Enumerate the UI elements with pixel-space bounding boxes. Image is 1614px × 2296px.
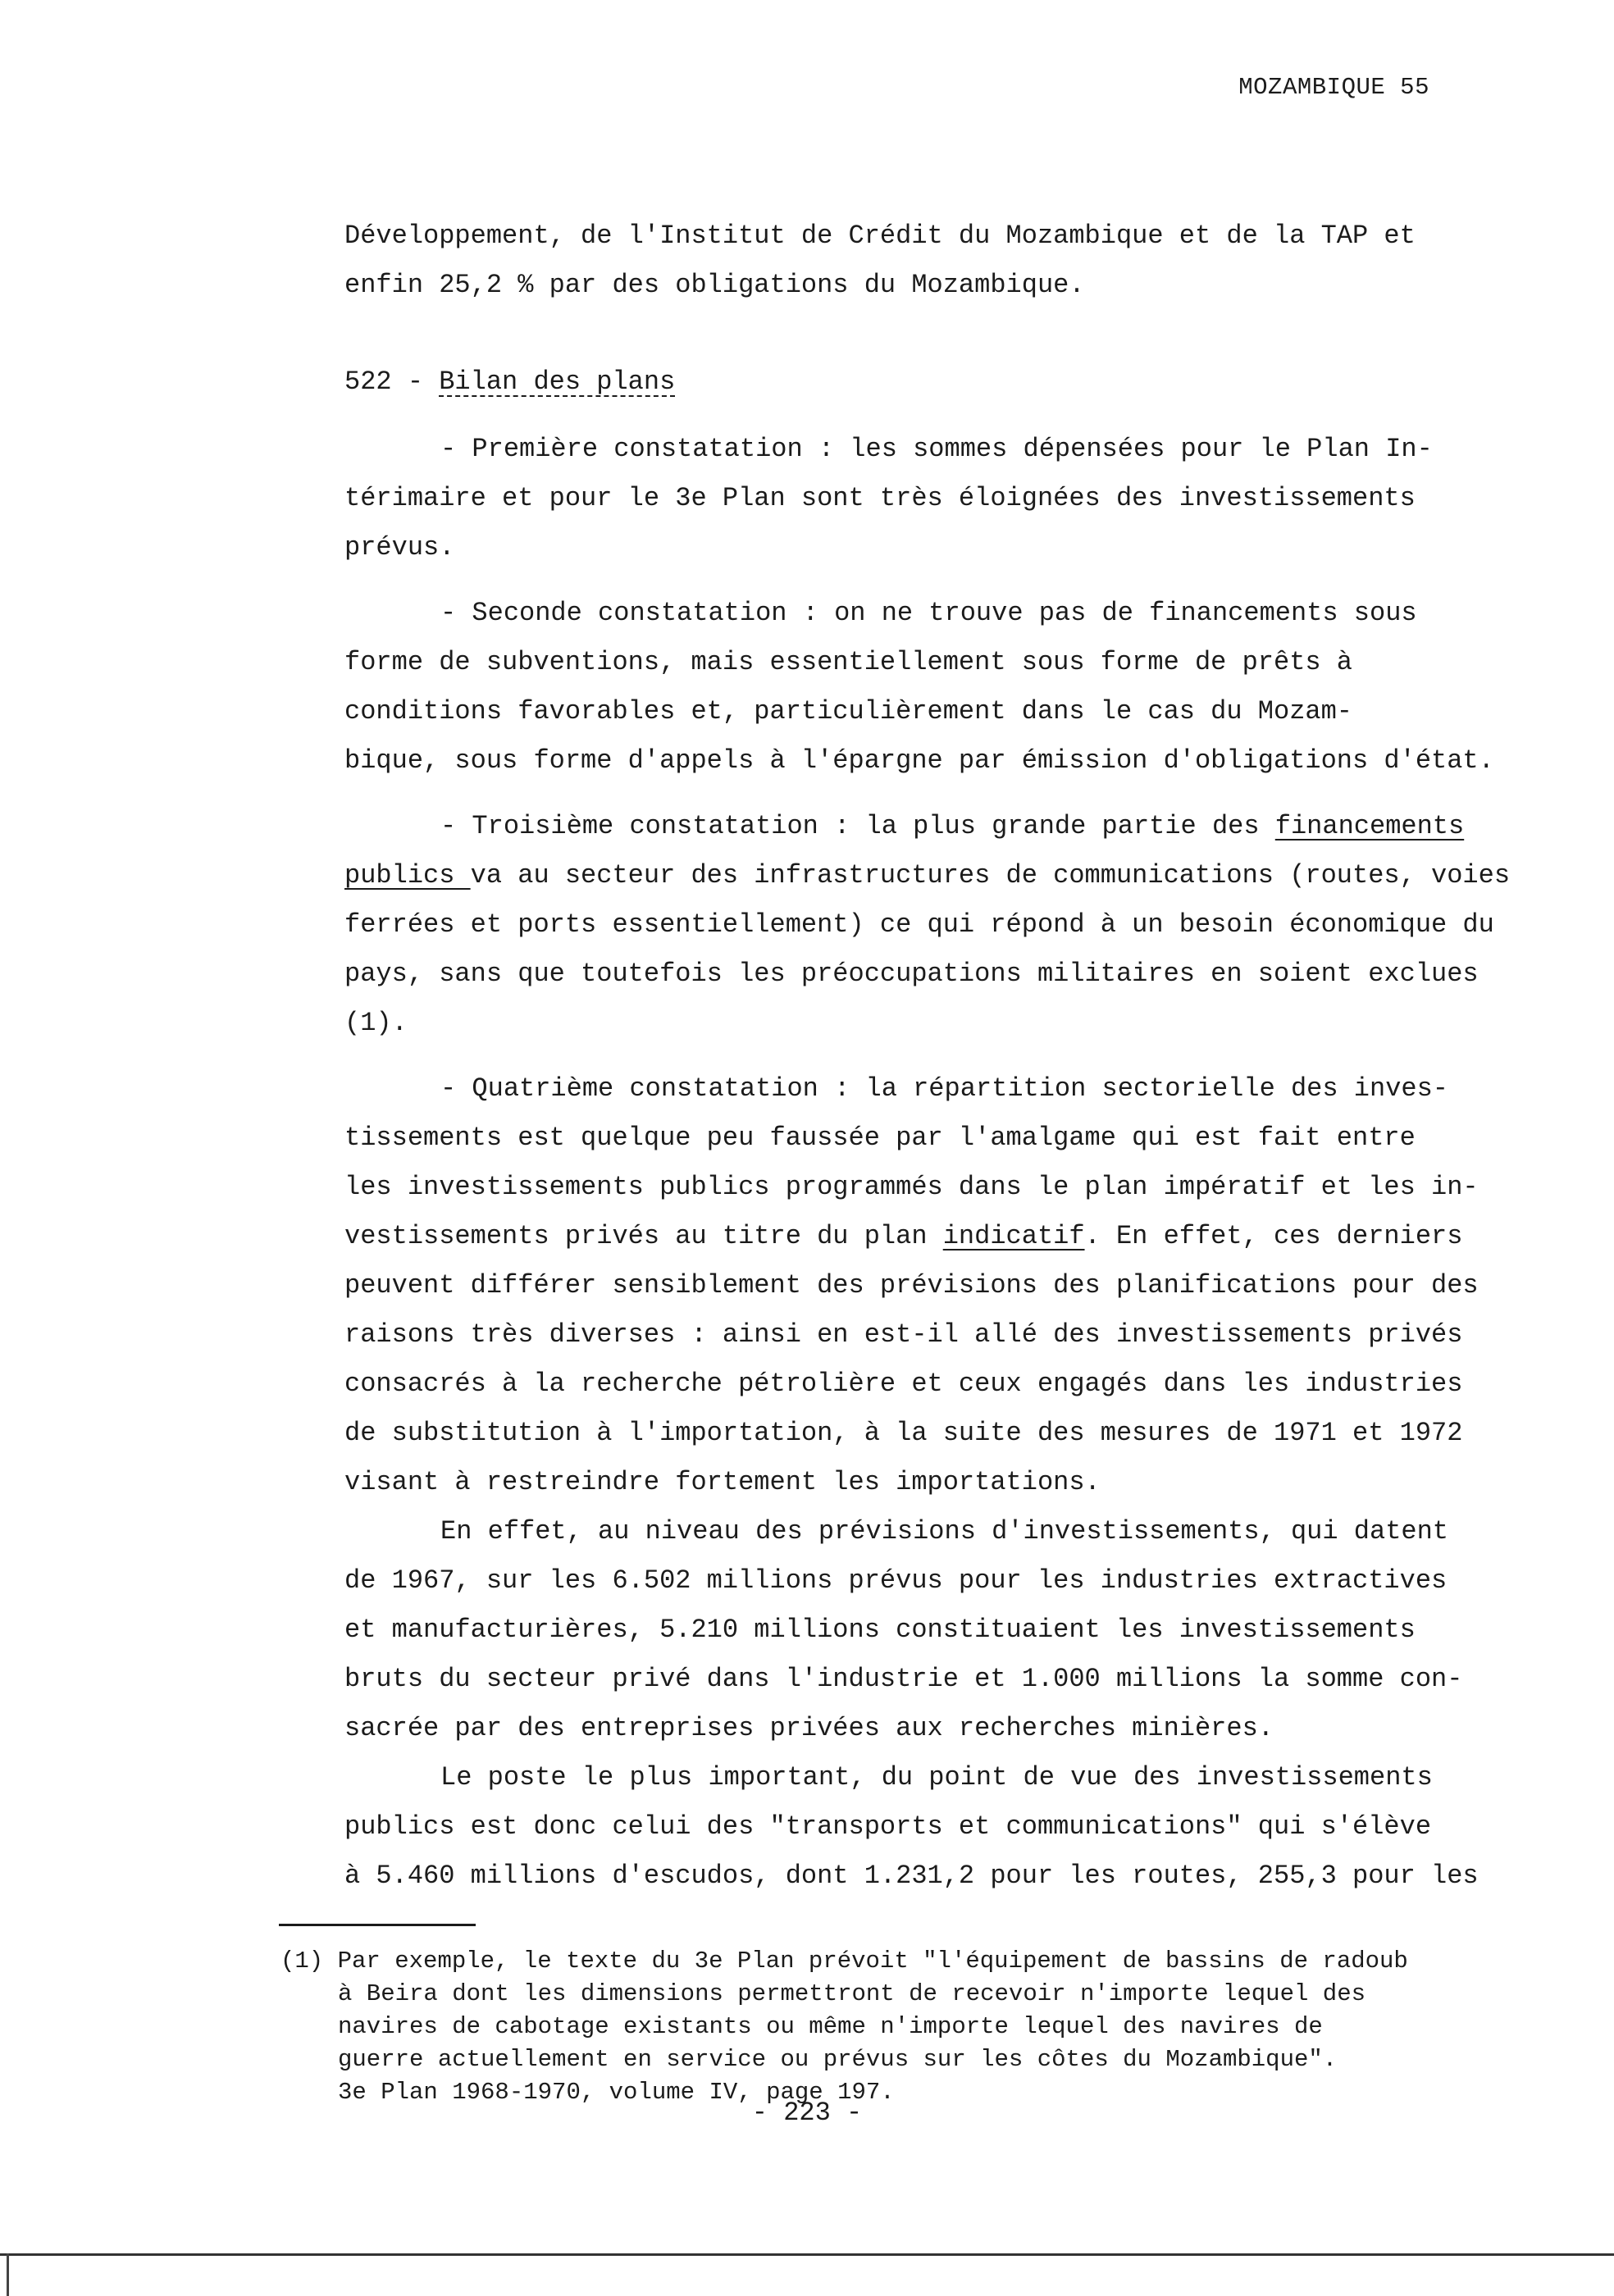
footnote-text: Par exemple, le texte du 3e Plan prévoit "l'équipement de bassins de radoub bbox=[337, 1947, 1408, 1975]
underlined-term: financements bbox=[1274, 811, 1465, 841]
text-line: ferrées et ports essentiellement) ce qui répond à un besoin économique du bbox=[344, 909, 1494, 940]
text-line bbox=[344, 851, 1558, 900]
footnote-separator bbox=[279, 1924, 476, 1926]
underlined-term: indicatif bbox=[942, 1221, 1085, 1251]
footnote-line bbox=[280, 1945, 1408, 1978]
text-line: En effet, au niveau des prévisions d'investissements, qui datent bbox=[440, 1516, 1448, 1547]
text-line: térimaire et pour le 3e Plan sont très éloignées des investissements bbox=[344, 483, 1416, 513]
paragraph-fourth-observation bbox=[344, 1064, 1558, 1507]
text-line: Le poste le plus important, du point de vue des investissements bbox=[440, 1762, 1433, 1793]
text-line: - Quatrième constatation : la répartition sectorielle des inves- bbox=[440, 1073, 1448, 1104]
text-line: prévus. bbox=[344, 532, 455, 563]
text-segment: - Troisième constatation : la plus grande partie des bbox=[440, 811, 1275, 841]
text-line: forme de subventions, mais essentiellement sous forme de prêts à bbox=[344, 647, 1352, 677]
underlined-term: publics bbox=[344, 860, 471, 891]
section-number: 522 - bbox=[344, 367, 440, 397]
text-segment: va au secteur des infrastructures de communications (routes, voies bbox=[470, 860, 1511, 891]
text-line bbox=[344, 1212, 1558, 1261]
text-line: (1). bbox=[344, 1008, 408, 1038]
scan-bottom-border bbox=[0, 2253, 1614, 2256]
running-header: MOZAMBIQUE 55 bbox=[1238, 74, 1429, 101]
text-line: pays, sans que toutefois les préoccupations militaires en soient exclues bbox=[344, 959, 1479, 989]
text-line: à 5.460 millions d'escudos, dont 1.231,2 pour les routes, 255,3 pour les bbox=[344, 1861, 1479, 1891]
text-line: de 1967, sur les 6.502 millions prévus pour les industries extractives bbox=[344, 1565, 1448, 1596]
text-line: - Seconde constatation : on ne trouve pas de financements sous bbox=[440, 598, 1417, 628]
section-heading-line bbox=[344, 358, 1558, 407]
text-line: conditions favorables et, particulièrement dans le cas du Mozam- bbox=[344, 696, 1352, 727]
section-heading bbox=[344, 358, 1558, 407]
section-title: Bilan des plans bbox=[439, 367, 676, 397]
text-line: les investissements publics programmés dans le plan impératif et les in- bbox=[344, 1172, 1479, 1202]
text-line: publics est donc celui des "transports et communications" qui s'élève bbox=[344, 1811, 1432, 1842]
text-segment: . En effet, ces derniers bbox=[1084, 1221, 1463, 1251]
text-line: sacrée par des entreprises privées aux recherches minières. bbox=[344, 1713, 1274, 1743]
footnote-line: navires de cabotage existants ou même n'importe lequel des navires de bbox=[338, 2013, 1323, 2040]
paragraph-transport-investments bbox=[344, 1753, 1558, 1901]
footnote-line: 3e Plan 1968-1970, volume IV, page 197. bbox=[338, 2079, 895, 2106]
paragraph-third-observation bbox=[344, 802, 1558, 1048]
paragraph-continuation bbox=[344, 212, 1558, 310]
text-line bbox=[344, 802, 1558, 851]
text-line: de substitution à l'importation, à la suite des mesures de 1971 et 1972 bbox=[344, 1418, 1463, 1448]
footnote-line: guerre actuellement en service ou prévus sur les côtes du Mozambique". bbox=[338, 2046, 1338, 2073]
text-line: raisons très diverses : ainsi en est-il allé des investissements privés bbox=[344, 1319, 1463, 1350]
text-line: visant à restreindre fortement les importations. bbox=[344, 1467, 1101, 1497]
text-line: consacrés à la recherche pétrolière et ceux engagés dans les industries bbox=[344, 1369, 1463, 1399]
footnote-line: à Beira dont les dimensions permettront de recevoir n'importe lequel des bbox=[338, 1980, 1366, 2007]
text-line: peuvent différer sensiblement des prévisions des planifications pour des bbox=[344, 1270, 1479, 1301]
text-line: Développement, de l'Institut de Crédit du Mozambique et de la TAP et bbox=[344, 221, 1416, 251]
page-number: - 223 - bbox=[751, 2098, 863, 2128]
footnote bbox=[280, 1945, 1408, 2109]
paragraph-first-observation bbox=[344, 425, 1558, 572]
text-line: tissements est quelque peu faussée par l'amalgame qui est fait entre bbox=[344, 1123, 1416, 1153]
text-line: - Première constatation : les sommes dépensées pour le Plan In- bbox=[440, 434, 1433, 464]
text-line: bruts du secteur privé dans l'industrie et 1.000 millions la somme con- bbox=[344, 1664, 1463, 1694]
footnote-marker: (1) bbox=[280, 1947, 338, 1975]
scan-corner-mark bbox=[7, 2253, 9, 2296]
text-line: enfin 25,2 % par des obligations du Mozambique. bbox=[344, 270, 1085, 300]
paragraph-investment-forecasts bbox=[344, 1507, 1558, 1753]
text-line: et manufacturières, 5.210 millions constituaient les investissements bbox=[344, 1615, 1416, 1645]
text-line: bique, sous forme d'appels à l'épargne par émission d'obligations d'état. bbox=[344, 745, 1494, 776]
text-segment: vestissements privés au titre du plan bbox=[344, 1221, 943, 1251]
paragraph-second-observation bbox=[344, 589, 1558, 786]
